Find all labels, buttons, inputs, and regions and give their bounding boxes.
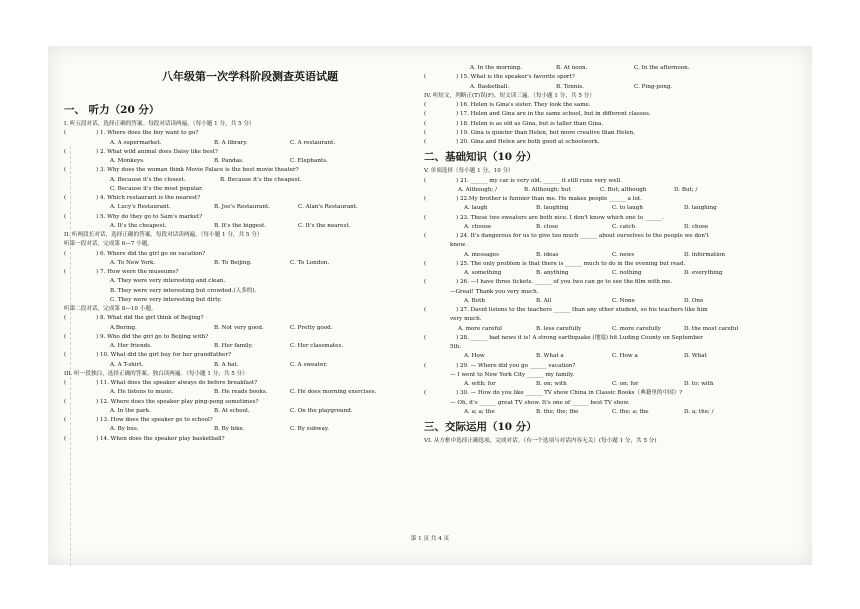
answer-bracket: ( bbox=[424, 177, 427, 184]
option-d: D. laughing bbox=[684, 205, 717, 212]
dialogue-note-1: 听第一段对话，完成第 6—7 小题。 bbox=[64, 241, 153, 248]
question-9 bbox=[64, 333, 436, 342]
question-5 bbox=[64, 213, 436, 222]
statement-16 bbox=[424, 101, 804, 110]
option-c: C. In the afternoon. bbox=[634, 65, 690, 71]
options-21 bbox=[424, 186, 804, 195]
question-text: ) 9. Who did the girl go to Beijing with? bbox=[96, 333, 209, 340]
question-text: ) 23. These two sweaters are both nice. I don't know which one to ______. bbox=[456, 214, 664, 221]
option-c: C. to laugh bbox=[612, 205, 643, 212]
question-text: ) 15. What is the speaker's favorite sport? bbox=[456, 74, 575, 81]
question-text: ) 6. Where did the girl go on vacation? bbox=[96, 250, 206, 257]
option-a: A. Although; / bbox=[458, 186, 497, 193]
answer-bracket: ( bbox=[424, 390, 427, 397]
options-22 bbox=[424, 204, 804, 213]
question-text: ) 1. Where does the boy want to go? bbox=[96, 130, 199, 137]
option-a: A. He listens to music. bbox=[110, 389, 174, 396]
question-10 bbox=[64, 351, 436, 360]
option-c: C. On the playground. bbox=[290, 407, 353, 414]
option-b: B. Joe's Restaurant. bbox=[214, 204, 270, 211]
option-b: B. Her family. bbox=[214, 343, 253, 349]
options-2 bbox=[64, 157, 436, 166]
answer-bracket: ( bbox=[424, 307, 427, 313]
question-text: ) 29. — Where did you go ______ vacation? bbox=[456, 362, 576, 369]
question-24 bbox=[424, 232, 804, 241]
options-27 bbox=[424, 325, 804, 334]
question-24-continued: know. bbox=[450, 242, 467, 249]
option-c: C. None bbox=[612, 297, 635, 304]
option-a: A. In the park. bbox=[110, 407, 151, 414]
option-a: A. They were very interesting and clean. bbox=[110, 278, 226, 285]
option-c: C. By subway. bbox=[290, 426, 330, 433]
statement-text: ) 17. Helen and Gina are in the same school, but in different classes. bbox=[456, 111, 651, 118]
question-29 bbox=[424, 362, 804, 371]
options-26 bbox=[424, 297, 804, 306]
answer-bracket: ( bbox=[64, 250, 67, 257]
answer-bracket: ( bbox=[424, 129, 427, 136]
option-c: C. catch bbox=[612, 223, 636, 230]
section-heading-basics: 二、基础知识（10 分） bbox=[424, 151, 537, 164]
answer-bracket: ( bbox=[424, 362, 427, 369]
answer-bracket: ( bbox=[64, 352, 67, 359]
dialogue-note-2: 听第二段对话，完成第 8—10 小题。 bbox=[64, 306, 157, 312]
option-a: A. How bbox=[464, 353, 485, 360]
instruction-2: II. 听两段长对话，选择正确的答案。每段对话读两遍。（每小题 1 分，共 5 分） bbox=[64, 232, 263, 238]
answer-bracket: ( bbox=[424, 196, 427, 202]
option-c: C. A sweater. bbox=[290, 361, 328, 368]
option-b: B. less carefully bbox=[536, 325, 582, 332]
option-a: A. choose bbox=[464, 223, 492, 230]
options-12 bbox=[64, 407, 436, 416]
options-8 bbox=[64, 324, 436, 333]
option-a: A. with; for bbox=[464, 381, 496, 387]
question-11 bbox=[64, 379, 436, 388]
option-a: A. By bus. bbox=[110, 426, 139, 433]
option-c: C. news bbox=[612, 251, 635, 258]
question-text: ) 3. Why does the woman think Movie Palace is the best movie theater? bbox=[96, 167, 299, 174]
answer-bracket: ( bbox=[424, 139, 427, 145]
answer-bracket: ( bbox=[64, 213, 67, 220]
option-d: D. chose bbox=[684, 223, 709, 230]
option-a: A. It's the cheapest. bbox=[110, 222, 167, 229]
question-text: ) 11. What does the speaker always do before breakfast? bbox=[96, 380, 258, 386]
option-c: C. Alan's Restaurant. bbox=[298, 204, 358, 211]
options-3c bbox=[64, 185, 436, 194]
option-c: C. Because it's the most popular. bbox=[110, 185, 203, 192]
option-a: A. Basketball. bbox=[470, 83, 510, 90]
option-d: D. to; with bbox=[684, 381, 714, 387]
option-b: B. All bbox=[536, 297, 552, 304]
option-a: A. messages bbox=[464, 251, 500, 258]
statement-text: ) 18. Helen is as old as Gina, but is taller than Gina. bbox=[456, 120, 604, 127]
answer-bracket: ( bbox=[424, 279, 427, 286]
option-a: A. Monkeys. bbox=[110, 158, 145, 164]
answer-bracket: ( bbox=[424, 233, 427, 239]
option-c: C. the; a; the bbox=[612, 408, 649, 415]
question-27-continued: very much. bbox=[450, 316, 482, 323]
options-28 bbox=[424, 352, 804, 361]
option-a: A. To New York. bbox=[110, 259, 156, 266]
question-7 bbox=[64, 268, 436, 277]
answer-bracket: ( bbox=[424, 260, 427, 267]
option-d: D. everything bbox=[684, 270, 723, 276]
option-b: B. A hat. bbox=[214, 361, 239, 368]
answer-bracket: ( bbox=[64, 167, 67, 174]
instruction-4: IV. 听短文，判断正(T)误(F)。短文读三遍。（每小题 1 分，共 5 分） bbox=[424, 92, 595, 99]
option-b: B. A library. bbox=[214, 139, 248, 146]
question-15 bbox=[424, 73, 804, 82]
question-25 bbox=[424, 260, 804, 269]
answer-bracket: ( bbox=[64, 195, 67, 201]
option-a: A. A T-shirt. bbox=[110, 361, 144, 368]
options-29 bbox=[424, 380, 804, 389]
option-b: B. Pandas. bbox=[214, 158, 244, 164]
question-28 bbox=[424, 334, 804, 343]
answer-bracket: ( bbox=[424, 334, 427, 341]
options-11 bbox=[64, 388, 436, 397]
question-text: ) 12. Where does the speaker play ping-pong sometimes? bbox=[96, 398, 259, 405]
option-7c bbox=[64, 296, 436, 305]
answer-bracket: ( bbox=[64, 417, 67, 423]
options-10 bbox=[64, 361, 436, 370]
statement-20 bbox=[424, 138, 804, 147]
option-b: B. They were very interesting but crowded.(人多的). bbox=[110, 287, 257, 294]
option-d: D. a; the; / bbox=[684, 408, 714, 415]
question-text: ) 4. Which restaurant is the nearest? bbox=[96, 195, 201, 201]
question-text: ) 5. Why do they go to Sam's market? bbox=[96, 213, 203, 220]
option-c: C. Ping-pong. bbox=[634, 83, 673, 90]
question-4 bbox=[64, 194, 436, 203]
options-3 bbox=[64, 176, 436, 185]
answer-bracket: ( bbox=[424, 102, 427, 108]
option-a: A. something bbox=[464, 270, 502, 276]
option-a: A. A supermarket. bbox=[110, 139, 162, 146]
instruction-3: III. 听一段独白，选择正确的答案。独白读两遍。（每小题 1 分，共 5 分） bbox=[64, 370, 248, 377]
question-text: ) 22.My brother is funnier than me. He makes people ______ a lot. bbox=[456, 196, 642, 202]
option-b: B. It's the biggest. bbox=[214, 222, 266, 229]
question-text: ) 2. What wild animal does Daisy like best? bbox=[96, 148, 218, 155]
options-4 bbox=[64, 203, 436, 212]
question-2 bbox=[64, 148, 436, 157]
option-a: A.Boring. bbox=[110, 324, 137, 331]
option-d: D. But; / bbox=[674, 186, 698, 193]
question-text: ) 14. When does the speaker play basketball? bbox=[96, 435, 225, 442]
option-c: C. To London. bbox=[290, 259, 330, 266]
options-23 bbox=[424, 223, 804, 232]
question-12 bbox=[64, 398, 436, 407]
answer-bracket: ( bbox=[64, 398, 67, 405]
answer-bracket: ( bbox=[424, 120, 427, 127]
answer-bracket: ( bbox=[64, 435, 67, 442]
answer-bracket: ( bbox=[64, 269, 67, 275]
options-25 bbox=[424, 269, 804, 278]
question-text: ) 27. David listens to the teachers ______ than any other student, so his teachers like him bbox=[456, 307, 708, 313]
options-13 bbox=[64, 425, 436, 434]
options-24 bbox=[424, 251, 804, 260]
question-8 bbox=[64, 314, 436, 323]
answer-bracket: ( bbox=[64, 130, 67, 137]
question-29-continued: — I went to New York City ______ my family. bbox=[450, 371, 575, 378]
option-c: C. But; although bbox=[600, 186, 647, 193]
question-30 bbox=[424, 389, 804, 398]
question-26-continued: —Great! Thank you very much. bbox=[450, 288, 539, 295]
option-b: B. Although; but bbox=[524, 186, 571, 193]
statement-17 bbox=[424, 110, 804, 119]
statement-19 bbox=[424, 129, 804, 138]
option-b: B. To Beijing. bbox=[214, 259, 252, 266]
option-a: A. Her friends. bbox=[110, 343, 152, 349]
option-a: A. laugh bbox=[464, 205, 488, 212]
section-heading-communication: 三、交际运用（10 分） bbox=[424, 421, 537, 433]
instruction-5: V. 单项选择（每小题 1 分，10 分） bbox=[424, 168, 514, 175]
option-7b bbox=[64, 287, 436, 296]
question-text: ) 30. — How do you like ______ TV show China in Classic Books（典籍里的中国）? bbox=[456, 390, 683, 397]
option-a: A. Because it's the closest. bbox=[110, 176, 186, 183]
question-22 bbox=[424, 195, 804, 204]
question-text: ) 7. How were the museums? bbox=[96, 269, 179, 275]
question-text: ) 10. What did the girl buy for her grandfather? bbox=[96, 352, 232, 359]
option-b: B. At school. bbox=[214, 407, 250, 414]
options-14 bbox=[424, 64, 804, 73]
option-b: B. close bbox=[536, 223, 559, 230]
question-13 bbox=[64, 416, 436, 425]
option-c: C. Her classmates. bbox=[290, 343, 344, 349]
option-b: B. At noon. bbox=[556, 65, 588, 71]
answer-bracket: ( bbox=[64, 333, 67, 340]
question-text: ) 24. It's dangerous for us to give too much ______ about ourselves to the people we don't bbox=[456, 233, 709, 239]
option-b: B. laughing bbox=[536, 205, 569, 212]
question-text: ) 8. What did the girl think of Beijing? bbox=[96, 315, 204, 322]
right-column bbox=[424, 64, 804, 446]
option-a: A. Lucy's Restaurant. bbox=[110, 204, 171, 211]
option-b: B. He reads books. bbox=[214, 389, 268, 396]
option-b: B. Not very good. bbox=[214, 324, 264, 331]
answer-bracket: ( bbox=[424, 74, 427, 81]
question-14 bbox=[64, 435, 436, 444]
option-c: C. A restaurant. bbox=[290, 139, 336, 146]
exam-sheet bbox=[48, 46, 812, 565]
option-a: A. more careful bbox=[458, 325, 502, 332]
question-26 bbox=[424, 278, 804, 287]
question-6 bbox=[64, 250, 436, 259]
options-30 bbox=[424, 408, 804, 417]
option-d: D. information bbox=[684, 251, 725, 258]
question-30-continued: — Oh, it's ______ great TV show. It's one of ______ best TV show. bbox=[450, 399, 630, 406]
question-text: ) 26. —I have three tickets. ______ of you two can go to see the film with me. bbox=[456, 279, 673, 286]
option-c: C. How a bbox=[612, 353, 638, 360]
option-c: C. more carefully bbox=[612, 325, 661, 332]
option-d: D. One bbox=[684, 297, 704, 304]
instruction-6: VI. 从方框中选择正确选项，完成对话。（有一个选项与对话内容无关）(每小题 1 分，共 5 分) bbox=[424, 438, 657, 444]
option-a: A. Both bbox=[464, 297, 485, 304]
question-21 bbox=[424, 177, 804, 186]
statement-text: ) 16. Helen is Gina's sister. They look the same. bbox=[456, 102, 591, 108]
page-number: 第 1 页 共 4 页 bbox=[410, 536, 450, 542]
option-b: B. Tennis. bbox=[556, 83, 584, 90]
option-b: B. By bike. bbox=[214, 426, 245, 433]
question-3 bbox=[64, 166, 436, 175]
question-text: ) 25. The only problem is that there is ______ much to do in the evening but read. bbox=[456, 260, 686, 267]
option-c: C. Pretty good. bbox=[290, 324, 333, 331]
question-1 bbox=[64, 129, 436, 138]
left-column bbox=[64, 66, 436, 444]
answer-bracket: ( bbox=[424, 111, 427, 118]
question-23 bbox=[424, 214, 804, 223]
section-heading-listening: 一、 听力（20 分） bbox=[64, 104, 160, 116]
answer-bracket: ( bbox=[424, 214, 427, 221]
question-text: ) 21. ______ my car is very old, ______ it still runs very well. bbox=[456, 177, 622, 184]
statement-text: ) 20. Gina and Helen are both good at schoolwork. bbox=[456, 139, 600, 145]
option-b: B. ideas bbox=[536, 251, 559, 258]
option-b: B. Because it's the cheapest. bbox=[220, 176, 302, 183]
option-c: C. They were very interesting but dirty. bbox=[110, 296, 222, 303]
statement-text: ) 19. Gina is quieter than Helen, but more creative than Helen. bbox=[456, 129, 635, 136]
statement-18 bbox=[424, 120, 804, 129]
option-c: C. nothing bbox=[612, 270, 642, 276]
question-28-continued: 5th. bbox=[450, 344, 462, 350]
question-text: ) 13. How does the speaker go to school? bbox=[96, 417, 213, 423]
options-6 bbox=[64, 259, 436, 268]
page-title: 八年级第一次学科阶段测查英语试题 bbox=[162, 70, 338, 83]
option-b: B. on; with bbox=[536, 381, 567, 387]
option-b: B. anything bbox=[536, 270, 569, 276]
option-d: D. What bbox=[684, 353, 707, 360]
option-c: C. Elephants. bbox=[290, 158, 328, 164]
instruction-1: I. 听五段对话，选择正确的答案。每段对话读两遍。（每小题 1 分，共 5 分） bbox=[64, 121, 255, 127]
option-c: C. on; for bbox=[612, 381, 639, 387]
options-1 bbox=[64, 139, 436, 148]
option-a: A. a; a; the bbox=[464, 408, 495, 415]
answer-bracket: ( bbox=[64, 380, 67, 386]
options-15 bbox=[424, 83, 804, 92]
option-7a bbox=[64, 277, 436, 286]
option-c: C. He does morning exercises. bbox=[290, 389, 377, 396]
question-27 bbox=[424, 306, 804, 315]
options-5 bbox=[64, 222, 436, 231]
option-b: B. What a bbox=[536, 353, 564, 360]
option-a: A. In the morning. bbox=[470, 65, 522, 71]
option-b: B. the; the; the bbox=[536, 408, 579, 415]
answer-bracket: ( bbox=[64, 315, 67, 322]
option-d: D. the most careful bbox=[684, 325, 739, 332]
option-c: C. It's the nearest. bbox=[298, 222, 351, 229]
answer-bracket: ( bbox=[64, 148, 67, 155]
question-text: ) 28. ______ bad news it is! A strong earthquake (地震) hit Luding County on September bbox=[456, 334, 703, 341]
options-9 bbox=[64, 342, 436, 351]
